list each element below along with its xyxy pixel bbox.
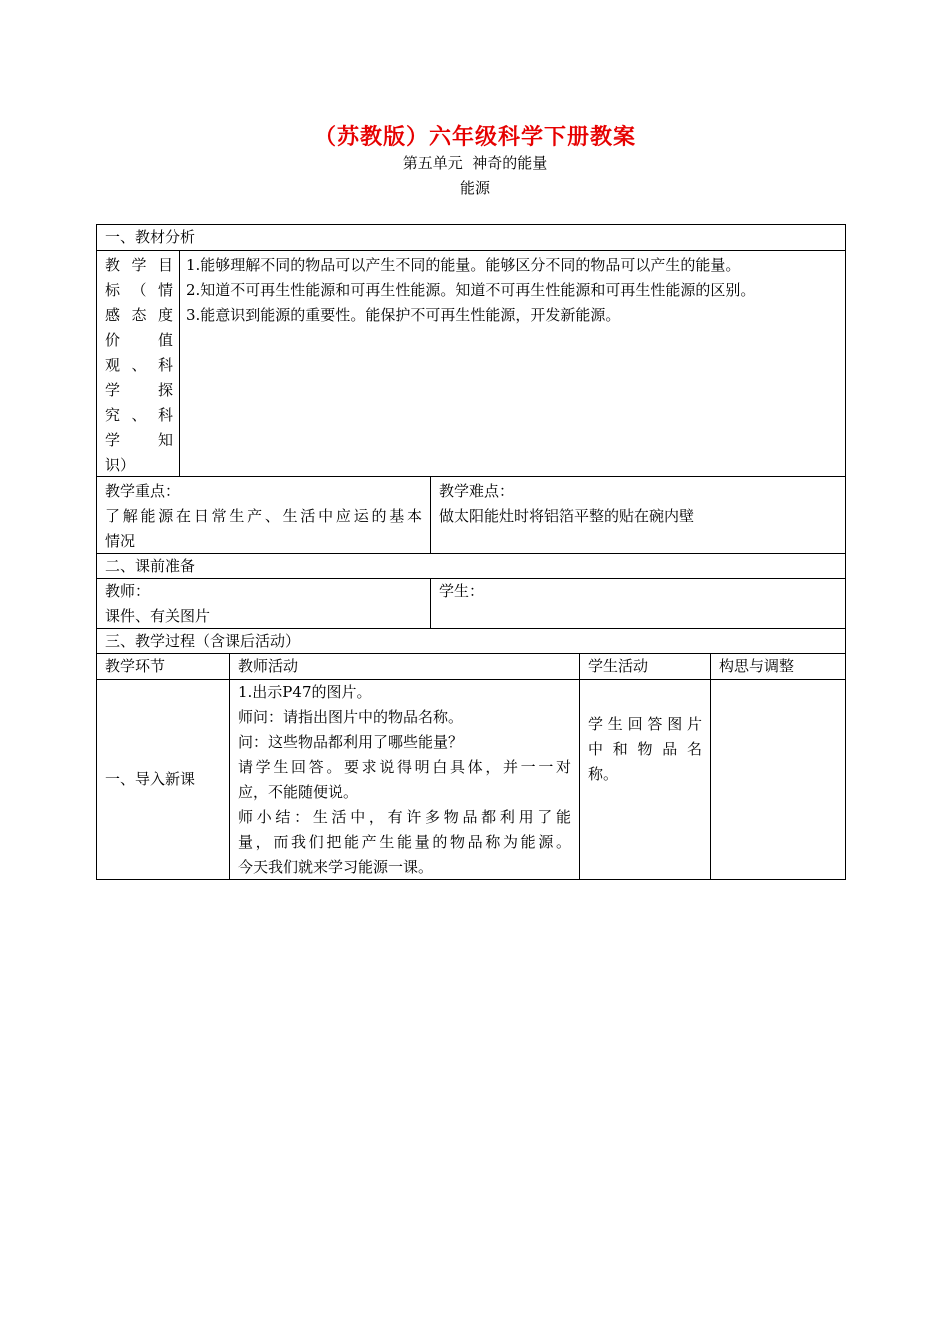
- lesson-subtitle: 能源: [459, 179, 490, 197]
- teacher-prep-label: 教师：: [105, 582, 151, 600]
- teacher-activity-line: 1.出示P47的图片。: [238, 683, 372, 701]
- column-header-teacher: 教师活动: [229, 654, 579, 679]
- goals-label-char: 学: [105, 431, 121, 449]
- goals-label-char: 、: [131, 356, 147, 374]
- unit-subtitle: 第五单元 神奇的能量: [402, 154, 548, 172]
- difficulty-cell: [430, 477, 845, 553]
- goals-label-line: [105, 353, 173, 378]
- goals-text: [179, 251, 845, 476]
- goals-label-char: 态: [131, 306, 147, 324]
- goals-label-line: [105, 428, 173, 453]
- teacher-activity-line: 今天我们就来学习能源一课。: [238, 858, 434, 876]
- column-header-student: 学生活动: [579, 654, 710, 679]
- student-prep-label: 学生：: [439, 582, 485, 600]
- goals-label-char: （: [131, 281, 147, 299]
- goals-label: [97, 251, 179, 476]
- stage-cell: [97, 680, 229, 879]
- goals-label-char: 科: [157, 356, 173, 374]
- key-points-line: 情况: [105, 532, 136, 550]
- goals-row: [97, 250, 845, 476]
- goals-label-char: 度: [157, 306, 173, 324]
- student-activity-line: 学生回答图片: [588, 715, 702, 733]
- key-points-line: 了解能源在日常生产、生活中应运的基本: [105, 507, 422, 525]
- goals-label-char: 科: [157, 406, 173, 424]
- goals-label-line: [105, 253, 173, 278]
- column-header-stage: 教学环节: [105, 657, 166, 675]
- goals-label-char: 探: [157, 381, 173, 399]
- goals-label-char: 识）: [105, 456, 136, 474]
- goal-item: 3.能意识到能源的重要性。能保护不可再生性能源，开发新能源。: [186, 306, 621, 324]
- key-points-label: 教学重点：: [105, 482, 181, 500]
- teacher-activity-line: 师问：请指出图片中的物品名称。: [238, 708, 464, 726]
- section2-header: 二、课前准备: [105, 557, 196, 575]
- goals-label-line: [105, 378, 173, 403]
- document-title: （苏教版）六年级科学下册教案: [313, 124, 636, 150]
- process-column-headers: [97, 653, 845, 679]
- goals-label-char: 值: [157, 331, 173, 349]
- goals-label-line: [105, 403, 173, 428]
- goals-label-char: 价: [105, 331, 121, 349]
- column-header-adjust: 构思与调整: [710, 654, 845, 679]
- student-activity-line: 称。: [588, 765, 619, 783]
- goals-label-char: 观: [105, 356, 121, 374]
- goals-label-line: [105, 328, 173, 353]
- goals-label-char: 究: [105, 406, 121, 424]
- teacher-activity-line: 请学生回答。要求说得明白具体，并一一对: [238, 758, 571, 776]
- teacher-activity-line: 师小结：生活中，有许多物品都利用了能: [238, 808, 571, 826]
- difficulty-label: 教学难点：: [439, 482, 515, 500]
- key-points-cell: [97, 477, 430, 553]
- goals-label-line: [105, 278, 173, 303]
- goals-label-char: 学: [105, 381, 121, 399]
- difficulty-text: 做太阳能灶时将铝箔平整的贴在碗内壁: [439, 507, 695, 525]
- goals-label-char: 知: [157, 431, 173, 449]
- goals-label-char: 感: [105, 306, 121, 324]
- student-activity-cell: [579, 680, 710, 879]
- lesson-plan-table: [96, 224, 846, 880]
- goals-label-char: 教: [105, 256, 121, 274]
- teacher-activity-line: 应，不能随便说。: [238, 783, 359, 801]
- section1-header: 一、教材分析: [105, 228, 196, 246]
- goals-label-char: 学: [131, 256, 147, 274]
- section3-header-row: [97, 628, 845, 653]
- student-prep-cell: [430, 579, 845, 628]
- goals-label-char: 标: [105, 281, 121, 299]
- section3-header: 三、教学过程（含课后活动）: [105, 632, 301, 650]
- student-activity-line: 中和物品名: [588, 740, 702, 758]
- section2-header-row: [97, 553, 845, 578]
- goals-label-line: [105, 453, 173, 478]
- goals-label-char: 目: [157, 256, 173, 274]
- goal-item: 1.能够理解不同的物品可以产生不同的能量。能够区分不同的物品可以产生的能量。: [186, 256, 741, 274]
- key-difficulty-row: [97, 476, 845, 553]
- preparation-row: [97, 578, 845, 628]
- goals-label-line: [105, 303, 173, 328]
- teacher-activity-line: 量，而我们把能产生能量的物品称为能源。: [238, 833, 571, 851]
- process-row: [97, 679, 845, 879]
- goals-label-char: 、: [131, 406, 147, 424]
- teacher-prep-text: 课件、有关图片: [105, 607, 211, 625]
- goals-label-char: 情: [157, 281, 173, 299]
- goal-item: 2.知道不可再生性能源和可再生性能源。知道不可再生性能源和可再生性能源的区别。: [186, 281, 756, 299]
- teacher-prep-cell: [97, 579, 430, 628]
- teacher-activity-line: 问：这些物品都利用了哪些能量？: [238, 733, 464, 751]
- adjust-cell: [710, 680, 845, 879]
- teacher-activity-cell: [229, 680, 579, 879]
- stage-label: 一、导入新课: [105, 770, 196, 788]
